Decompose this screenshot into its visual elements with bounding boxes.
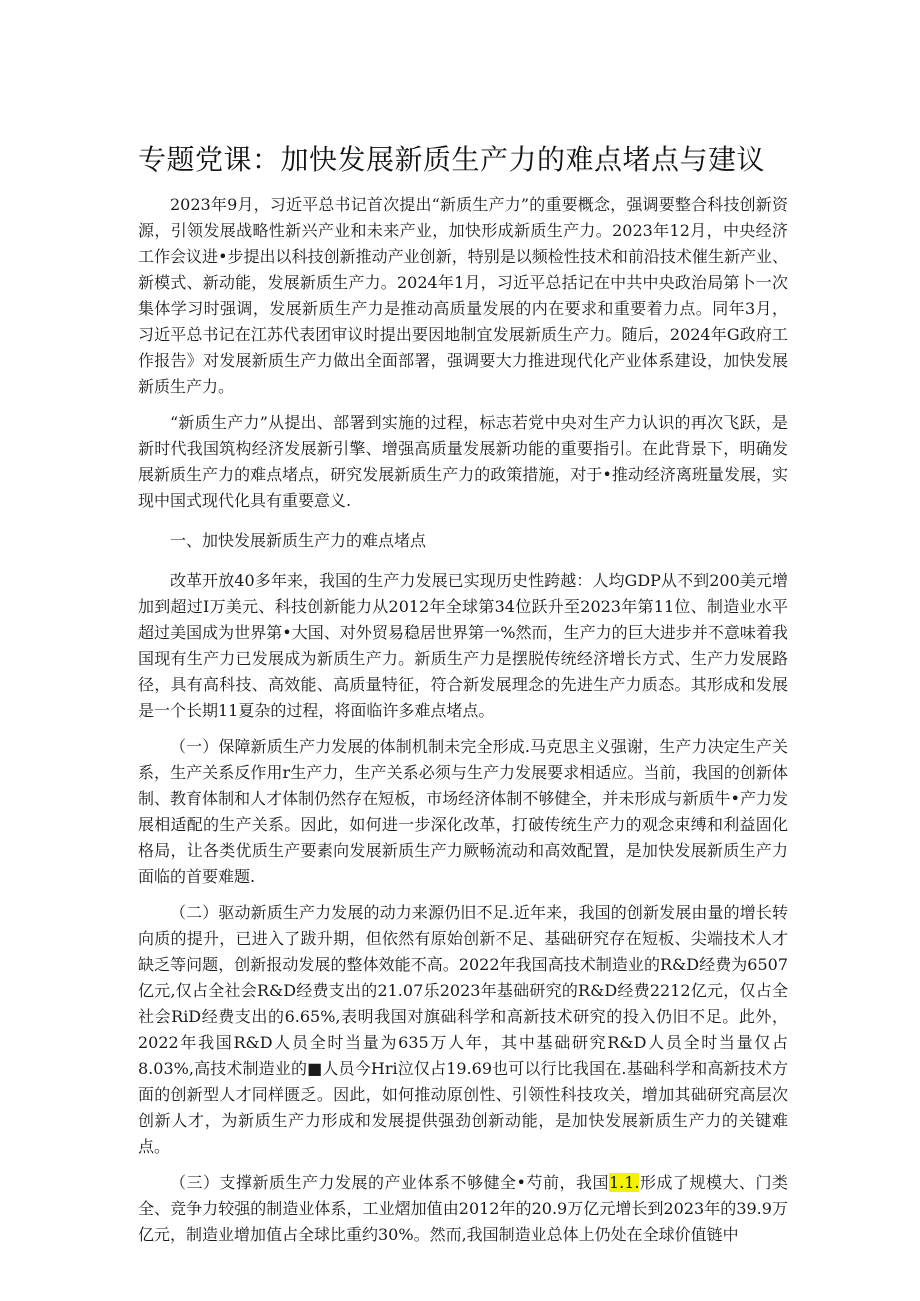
paragraph-text-after: 形成了规模大、门类全、竞争力较强的制造业体系，工业熠加值由2012年的20.9万亿元增长到2023年的39.9万亿元，制造业增加值占全球比重约30%。然而,我国制造业总体上仍处在全球价值链中: [138, 1173, 788, 1244]
intro-paragraph-2: “新质生产力”从提出、部署到实施的过程，标志若党中央对生产力认识的再次飞跃，是新时代我国筑构经济发展新引擎、增强高质量发展新功能的重要指引。在此背景下，明确发展新质生产力的难点堵点，研究发展新质生产力的政策措施，对于•推动经济离班量发展，实现中国式现代化具有重要意义.: [138, 413, 788, 510]
section-paragraph-4: [138, 1170, 788, 1248]
section-heading: 一、加快发展新质生产力的难点堵点: [170, 531, 427, 550]
section-paragraph-1: 改革开放40多年来，我国的生产力发展已实现历史性跨越：人均GDP从不到200美元增加到超过I万美元、科技创新能力从2012年全球第34位跃升至2023年第11位、制造业水平超过美国成为世界第•大国、对外贸易稳居世界第一%然而，生产力的巨大进步并不意味着我国现有生产力已发展成为新质生产力。新质生产力是摆脱传统经济增长方式、生产力发展路径，具有高科技、高效能、高质量特征，符合新发展理念的先进生产力质态。其形成和发展是一个长期11夏杂的过程，将面临许多难点堵点。: [138, 571, 788, 720]
section-paragraph-2: （一）保障新质生产力发展的体制机制未完全形成.马克思主义强谢，生产力决定生产关系，生产关系反作用r生产力，生产关系必须与生产力发展要求相适应。当前，我国的创新体制、教育体制和人才体制仍然存在短板，市场经济体制不够健全，并未形成与新质牛•产力发展相适配的生产关系。因此，如何进一步深化改革，打破传统生产力的观念束缚和利益固化格局，让各类优质生产要素向发展新质生产力厥畅流动和高效配置，是加快发展新质生产力面临的首要难题.: [138, 737, 788, 886]
paragraph-text-before: （三）支撑新质生产力发展的产业体系不够健全•芍前，我国: [170, 1173, 609, 1192]
highlighted-text: 1.1.: [608, 1173, 640, 1192]
document-page: [138, 140, 788, 1258]
section-paragraph-3: （二）驱动新质生产力发展的动力来源仍旧不足.近年来，我国的创新发展由量的增长转向质的提升，已进入了跋升期，但依然有原始创新不足、基础研究存在短板、尖端技术人才缺乏等问题，创新报动发展的整体效能不高。2022年我国高技术制造业的R&D经费为6507亿元,仅占全社会R&D经费支出的21.07乐2023年基础研究的R&D经费2212亿元，仅占全社会RiD经费支出的6.65%,表明我国对旗础科学和高新技术研究的投入仍旧不足。此外，2022年我国R&D人员全时当量为635万人年，其中基础研究R&D人员全时当量仅占8.03%,高技术制造业的■人员今Hri泣仅占19.69也可以行比我国在.基础科学和高新技术方面的创新型人才同样匮乏。因此，如何推动原创性、引领性科技攻关，增加其础研究高层次创新人才，为新质生产力形成和发展提供强劲创新动能，是加快发展新质生产力的关键难点。: [138, 903, 788, 1156]
intro-paragraph-1: 2023年9月，习近平总书记首次提出“新质生产力”的重要概念，强调要整合科技创新资源，引领发展战略性新兴产业和未来产业，加快形成新质生产力。2023年12月，中央经济工作会议进•步提出以科技创新推动产业创新，特别是以频检性技术和前沿技术催生新产业、新模式、新动能，发展新质生产力。2024年1月，习近平总括记在中共中央政治局第卜一次集体学习时强调，发展新质生产力是推动高质量发展的内在要求和重要着力点。同年3月，习近平总书记在江苏代表团审议时提出要因地制宜发展新质生产力。随后，2024年G政府工作报告》对发展新质生产力做出全面部署，强调要大力推进现代化产业体系建设，加快发展新质生产力。: [138, 195, 788, 396]
document-title: 专题党课：加快发展新质生产力的难点堵点与建议: [138, 143, 766, 176]
